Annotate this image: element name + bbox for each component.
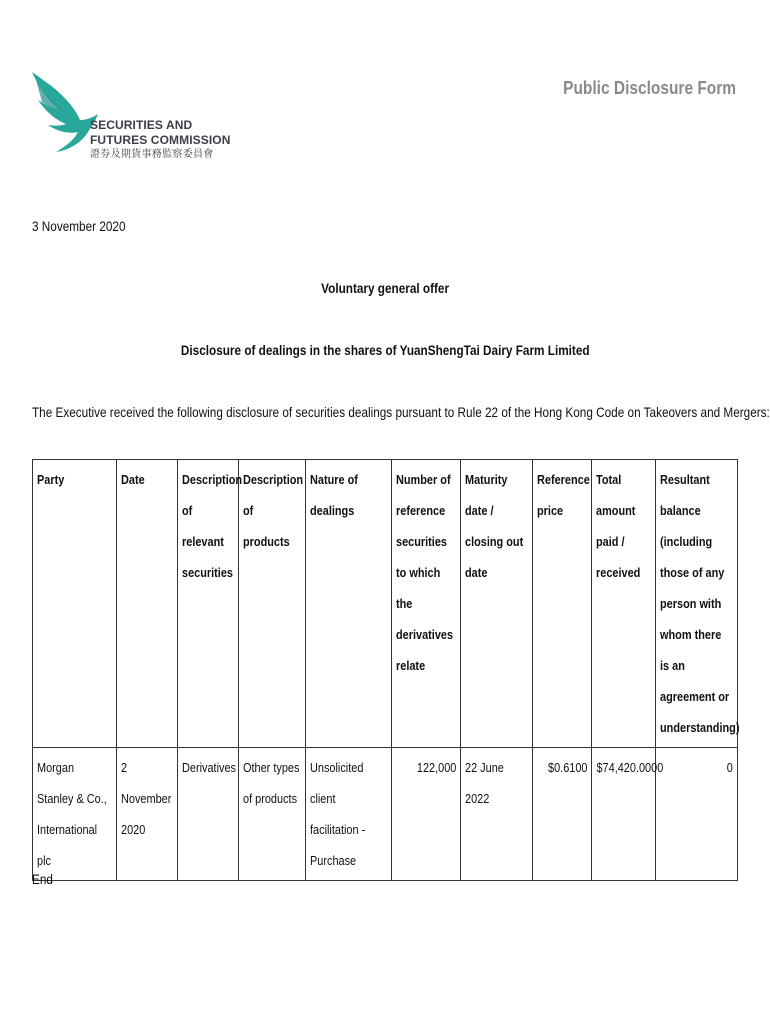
column-header-reference-price: Reference price bbox=[533, 460, 592, 748]
logo-text-chinese: 證券及期貨事務監察委員會 bbox=[90, 149, 214, 160]
cell-maturity-date: 22 June 2022 bbox=[461, 748, 533, 881]
cell-products: Other types of products bbox=[239, 748, 306, 881]
cell-relevant-securities: Derivatives bbox=[178, 748, 239, 881]
logo-text-line-1: SECURITIES AND bbox=[90, 118, 193, 132]
document-date: 3 November 2020 bbox=[32, 218, 126, 234]
table-header-row bbox=[33, 460, 738, 748]
column-header-resultant-balance: Resultant balance (including those of any person with whom there is an agreement or understanding) bbox=[656, 460, 738, 748]
column-header-total-amount: Total amount paid / received bbox=[592, 460, 656, 748]
column-header-number-of-reference-securities: Number of reference securities to which the derivatives relate bbox=[392, 460, 461, 748]
column-header-nature: Nature of dealings bbox=[306, 460, 392, 748]
disclosure-heading bbox=[0, 342, 770, 358]
cell-total-amount: $74,420.0000 bbox=[592, 748, 656, 881]
column-header-relevant-securities: Description of relevant securities bbox=[178, 460, 239, 748]
offer-heading bbox=[0, 280, 770, 296]
intro-paragraph: The Executive received the following disclosure of securities dealings pursuant to Rule 22 of the Hong Kong Code on Takeovers and Mergers: bbox=[32, 404, 770, 420]
cell-reference-price: $0.6100 bbox=[533, 748, 592, 881]
disclosure-heading-text: Disclosure of dealings in the shares of YuanShengTai Dairy Farm Limited bbox=[180, 342, 590, 358]
column-header-party: Party bbox=[33, 460, 117, 748]
cell-party: Morgan Stanley & Co., International plc bbox=[33, 748, 117, 881]
form-title: Public Disclosure Form bbox=[563, 78, 736, 98]
cell-date: 2 November 2020 bbox=[117, 748, 178, 881]
sfc-logo bbox=[30, 70, 231, 175]
column-header-products: Description of products bbox=[239, 460, 306, 748]
cell-nature: Unsolicited client facilitation - Purchase bbox=[306, 748, 392, 881]
cell-number-of-reference-securities: 122,000 bbox=[392, 748, 461, 881]
column-header-date: Date bbox=[117, 460, 178, 748]
dealings-table bbox=[32, 459, 738, 881]
table-row bbox=[33, 748, 738, 881]
logo-text-line-2: FUTURES COMMISSION bbox=[90, 133, 231, 147]
cell-resultant-balance: 0 bbox=[656, 748, 738, 881]
column-header-maturity-date: Maturity date / closing out date bbox=[461, 460, 533, 748]
offer-heading-text: Voluntary general offer bbox=[321, 280, 449, 296]
end-marker: End bbox=[32, 871, 53, 887]
